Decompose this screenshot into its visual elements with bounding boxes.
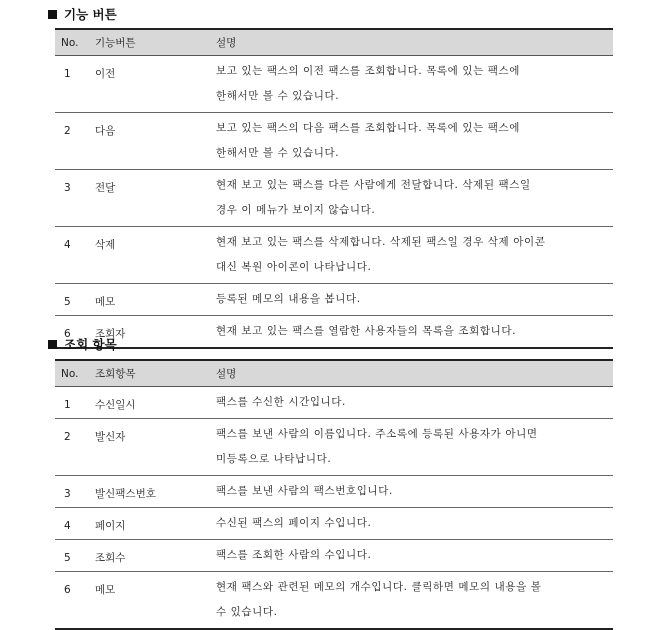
row-description [208,387,613,419]
row-number: 5 [55,540,87,572]
description-line: 경우 이 메뉴가 보이지 않습니다. [216,204,376,216]
row-name: 조회수 [87,540,208,572]
view-items-table [55,359,613,630]
row-number: 4 [55,508,87,540]
row-name: 수신일시 [87,387,208,419]
function-buttons-table [55,28,613,349]
row-name: 전달 [87,170,208,227]
row-description [208,316,613,349]
row-description [208,170,613,227]
row-number: 5 [55,284,87,316]
row-number: 6 [55,572,87,630]
description-line: 한해서만 볼 수 있습니다. [216,147,340,159]
row-name: 조회자 [87,316,208,349]
description-line: 대신 복원 아이콘이 나타납니다. [216,261,372,273]
row-description [208,508,613,540]
description-line: 수 있습니다. [216,606,278,618]
section-title [48,5,117,25]
row-description [208,540,613,572]
section-title [48,335,117,355]
row-number: 4 [55,227,87,284]
row-number: 2 [55,113,87,170]
row-name: 발신팩스번호 [87,476,208,508]
description-line: 팩스를 보낸 사람의 팩스번호입니다. [216,485,393,497]
row-number: 2 [55,419,87,476]
table-row [55,508,613,540]
table-row [55,284,613,316]
row-number: 6 [55,316,87,349]
table-row [55,56,613,113]
row-number: 3 [55,170,87,227]
table-row [55,113,613,170]
row-name: 삭제 [87,227,208,284]
row-description [208,284,613,316]
row-description [208,56,613,113]
table-row [55,316,613,349]
table-row [55,540,613,572]
row-number: 3 [55,476,87,508]
description-line: 팩스를 조회한 사람의 수입니다. [216,549,372,561]
description-line: 보고 있는 팩스의 이전 팩스를 조회합니다. 목록에 있는 팩스에 [216,65,521,77]
row-name: 발신자 [87,419,208,476]
table-row [55,227,613,284]
table-row [55,387,613,419]
description-line: 한해서만 볼 수 있습니다. [216,90,340,102]
header-no: No. [55,360,87,387]
section-title-text: 기능 버튼 [64,7,117,22]
row-description [208,227,613,284]
header-no: No. [55,29,87,56]
square-bullet-icon [48,340,57,349]
description-line: 팩스를 수신한 시간입니다. [216,396,346,408]
row-description [208,419,613,476]
header-name: 기능버튼 [87,29,208,56]
row-number: 1 [55,56,87,113]
row-name: 메모 [87,284,208,316]
square-bullet-icon [48,10,57,19]
table-header-row [55,360,613,387]
row-name: 페이지 [87,508,208,540]
row-name: 이전 [87,56,208,113]
row-name: 다음 [87,113,208,170]
row-description [208,113,613,170]
table-header-row [55,29,613,56]
description-line: 팩스를 보낸 사람의 이름입니다. 주소록에 등록된 사용자가 아니면 [216,428,538,440]
row-number: 1 [55,387,87,419]
description-line: 현재 보고 있는 팩스를 열람한 사용자들의 목록을 조회합니다. [216,325,517,337]
description-line: 수신된 팩스의 페이지 수입니다. [216,517,372,529]
row-description [208,476,613,508]
table-row [55,572,613,630]
header-name: 조회항목 [87,360,208,387]
description-line: 등록된 메모의 내용을 봅니다. [216,293,361,305]
description-line: 현재 보고 있는 팩스를 삭제합니다. 삭제된 팩스일 경우 삭제 아이콘 [216,236,546,248]
description-line: 미등록으로 나타납니다. [216,453,332,465]
header-desc: 설명 [208,360,613,387]
description-line: 현재 보고 있는 팩스를 다른 사람에게 전달합니다. 삭제된 팩스일 [216,179,531,191]
row-description [208,572,613,630]
table-row [55,419,613,476]
header-desc: 설명 [208,29,613,56]
description-line: 현재 팩스와 관련된 메모의 개수입니다. 클릭하면 메모의 내용을 볼 [216,581,542,593]
table-row [55,476,613,508]
table-row [55,170,613,227]
description-line: 보고 있는 팩스의 다음 팩스를 조회합니다. 목록에 있는 팩스에 [216,122,521,134]
row-name: 메모 [87,572,208,630]
section-title-text: 조회 항목 [64,337,117,352]
